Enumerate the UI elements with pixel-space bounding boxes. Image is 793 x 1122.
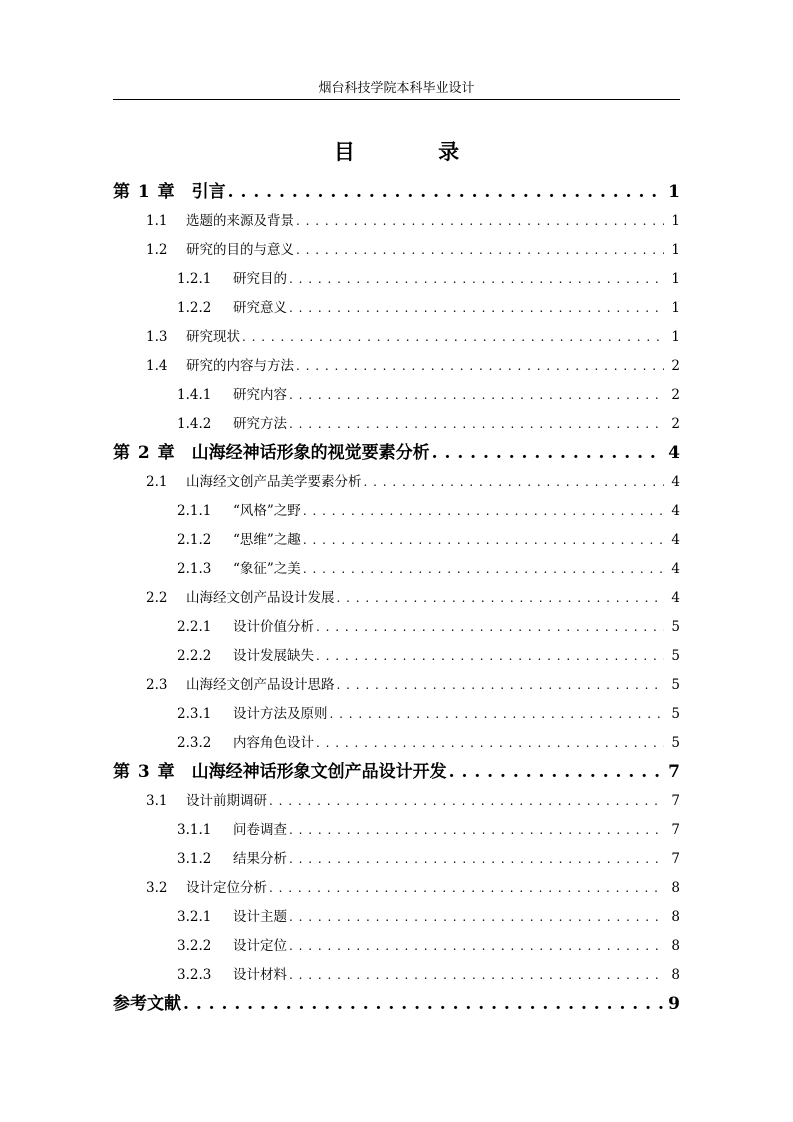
toc-subsection-entry[interactable] bbox=[113, 265, 682, 294]
toc-dot-leader bbox=[316, 642, 664, 671]
toc-page-number: 4 bbox=[671, 590, 680, 606]
toc-page-number: 4 bbox=[668, 443, 680, 463]
toc-entry-number: 2.1.3 bbox=[177, 561, 212, 577]
toc-dot-leader bbox=[289, 410, 664, 439]
toc-subsection-entry[interactable] bbox=[113, 729, 682, 758]
toc-dot-leader bbox=[303, 555, 664, 584]
toc-entry-number: 2.3.2 bbox=[177, 735, 212, 751]
toc-dot-leader bbox=[337, 584, 665, 613]
toc-section-entry[interactable] bbox=[113, 671, 682, 700]
toc-subsection-entry[interactable] bbox=[113, 642, 682, 671]
toc-entry-number: 1.2.2 bbox=[177, 300, 212, 316]
toc-dot-leader bbox=[289, 816, 664, 845]
toc-entry-number: 2.2.1 bbox=[177, 619, 212, 635]
toc-dot-leader bbox=[296, 352, 664, 381]
toc-dot-leader bbox=[432, 439, 664, 468]
toc-subsection-entry[interactable] bbox=[113, 816, 682, 845]
toc-page-number: 1 bbox=[671, 271, 680, 287]
toc-page-number: 4 bbox=[671, 561, 680, 577]
toc-entry-number: 1.4.2 bbox=[177, 416, 212, 432]
toc-entry-number: 1.1 bbox=[146, 213, 168, 229]
toc-dot-leader bbox=[242, 323, 664, 352]
toc-dot-leader bbox=[303, 526, 664, 555]
toc-subsection-entry[interactable] bbox=[113, 555, 682, 584]
toc-subsection-entry[interactable] bbox=[113, 613, 682, 642]
toc-entry-number: 3.1.2 bbox=[177, 851, 212, 867]
toc-page-number: 1 bbox=[668, 182, 680, 202]
toc-entry-number: 3.1 bbox=[146, 793, 168, 809]
toc-subsection-entry[interactable] bbox=[113, 903, 682, 932]
toc-entry-number: 3.2 bbox=[146, 880, 168, 896]
toc-entry-title: 山海经文创产品美学要素分析 bbox=[186, 474, 362, 490]
toc-dot-leader bbox=[269, 874, 664, 903]
toc-subsection-entry[interactable] bbox=[113, 497, 682, 526]
toc-entry-number: 2.1 bbox=[146, 474, 168, 490]
toc-page-number: 4 bbox=[671, 474, 680, 490]
toc-entry-number: 2.2 bbox=[146, 590, 168, 606]
toc-page-number: 1 bbox=[671, 242, 680, 258]
toc-page-number: 2 bbox=[671, 416, 680, 432]
toc-section-entry[interactable] bbox=[113, 352, 682, 381]
toc-dot-leader bbox=[449, 758, 664, 787]
toc-entry-title: 山海经神话形象的视觉要素分析 bbox=[191, 443, 430, 463]
toc-section-entry[interactable] bbox=[113, 874, 682, 903]
toc-entry-title: 选题的来源及背景 bbox=[186, 213, 294, 229]
toc-page-number: 2 bbox=[671, 387, 680, 403]
toc-dot-leader bbox=[296, 236, 664, 265]
toc-entry-number: 2.2.2 bbox=[177, 648, 212, 664]
toc-entry-number: 第 1 章 bbox=[113, 182, 176, 202]
toc-page-number: 4 bbox=[671, 532, 680, 548]
toc-entry-title: 引言 bbox=[191, 182, 226, 202]
header-rule bbox=[113, 99, 680, 100]
toc-entry-title: 设计前期调研 bbox=[186, 793, 267, 809]
toc-section-entry[interactable] bbox=[113, 207, 682, 236]
toc-dot-leader bbox=[296, 207, 664, 236]
toc-page-number: 7 bbox=[671, 822, 680, 838]
toc-entry-title: 研究的目的与意义 bbox=[186, 242, 294, 258]
toc-subsection-entry[interactable] bbox=[113, 845, 682, 874]
toc-subsection-entry[interactable] bbox=[113, 381, 682, 410]
toc-entry-title: 研究的内容与方法 bbox=[186, 358, 294, 374]
table-of-contents bbox=[113, 178, 682, 1019]
toc-subsection-entry[interactable] bbox=[113, 961, 682, 990]
toc-entry-title: 研究目的 bbox=[233, 271, 287, 287]
toc-entry-title: 设计主题 bbox=[233, 909, 287, 925]
toc-section-entry[interactable] bbox=[113, 323, 682, 352]
toc-dot-leader bbox=[289, 845, 664, 874]
toc-entry-title: 山海经文创产品设计思路 bbox=[186, 677, 335, 693]
toc-page-number: 8 bbox=[671, 909, 680, 925]
toc-entry-title: “风格”之野 bbox=[233, 503, 301, 519]
toc-entry-number: 3.2.2 bbox=[177, 938, 212, 954]
toc-chapter-entry[interactable] bbox=[113, 178, 682, 207]
toc-dot-leader bbox=[316, 729, 664, 758]
toc-dot-leader bbox=[337, 671, 665, 700]
toc-page-number: 4 bbox=[671, 503, 680, 519]
toc-page-number: 7 bbox=[671, 793, 680, 809]
toc-entry-number: 2.1.2 bbox=[177, 532, 212, 548]
toc-dot-leader bbox=[289, 294, 664, 323]
toc-entry-title: 结果分析 bbox=[233, 851, 287, 867]
toc-page-number: 8 bbox=[671, 880, 680, 896]
toc-page-number: 5 bbox=[671, 706, 680, 722]
toc-entry-title: 设计定位 bbox=[233, 938, 287, 954]
toc-entry-number: 1.2 bbox=[146, 242, 168, 258]
toc-section-entry[interactable] bbox=[113, 236, 682, 265]
toc-entry-number: 第 2 章 bbox=[113, 443, 176, 463]
toc-entry-number: 1.4 bbox=[146, 358, 168, 374]
toc-chapter-entry[interactable] bbox=[113, 439, 682, 468]
toc-page-number: 8 bbox=[671, 967, 680, 983]
toc-entry-title: 研究意义 bbox=[233, 300, 287, 316]
toc-entry-number: 2.3.1 bbox=[177, 706, 212, 722]
toc-subsection-entry[interactable] bbox=[113, 700, 682, 729]
toc-dot-leader bbox=[289, 961, 664, 990]
toc-dot-leader bbox=[228, 178, 664, 207]
toc-entry-number: 1.3 bbox=[146, 329, 168, 345]
toc-entry-number: 2.1.1 bbox=[177, 503, 212, 519]
toc-page-number: 1 bbox=[671, 329, 680, 345]
toc-entry-title: “象征”之美 bbox=[233, 561, 301, 577]
toc-entry-title: 山海经文创产品设计发展 bbox=[186, 590, 335, 606]
toc-references-entry[interactable] bbox=[113, 990, 682, 1019]
toc-dot-leader bbox=[289, 381, 664, 410]
toc-chapter-entry[interactable] bbox=[113, 758, 682, 787]
toc-page-number: 2 bbox=[671, 358, 680, 374]
toc-dot-leader bbox=[289, 932, 664, 961]
toc-subsection-entry[interactable] bbox=[113, 526, 682, 555]
toc-page-number: 5 bbox=[671, 619, 680, 635]
toc-dot-leader bbox=[330, 700, 665, 729]
toc-entry-title: 研究方法 bbox=[233, 416, 287, 432]
toc-page-number: 7 bbox=[668, 762, 680, 782]
toc-page-number: 1 bbox=[671, 300, 680, 316]
toc-dot-leader bbox=[289, 903, 664, 932]
toc-page-number: 5 bbox=[671, 735, 680, 751]
toc-section-entry[interactable] bbox=[113, 584, 682, 613]
toc-dot-leader bbox=[316, 613, 664, 642]
toc-dot-leader bbox=[269, 787, 664, 816]
toc-page-number: 1 bbox=[671, 213, 680, 229]
toc-subsection-entry[interactable] bbox=[113, 932, 682, 961]
toc-subsection-entry[interactable] bbox=[113, 294, 682, 323]
toc-entry-title: 设计方法及原则 bbox=[233, 706, 328, 722]
toc-entry-number: 1.4.1 bbox=[177, 387, 212, 403]
toc-page-number: 7 bbox=[671, 851, 680, 867]
toc-entry-title: 山海经神话形象文创产品设计开发 bbox=[191, 762, 447, 782]
toc-entry-title: 问卷调查 bbox=[233, 822, 287, 838]
toc-entry-number: 1.2.1 bbox=[177, 271, 212, 287]
toc-entry-title: 设计价值分析 bbox=[233, 619, 314, 635]
toc-entry-number: 第 3 章 bbox=[113, 762, 176, 782]
toc-dot-leader bbox=[364, 468, 665, 497]
toc-entry-number: 2.3 bbox=[146, 677, 168, 693]
toc-entry-title: 设计发展缺失 bbox=[233, 648, 314, 664]
toc-entry-title: 参考文献 bbox=[113, 994, 181, 1014]
toc-entry-number: 3.2.1 bbox=[177, 909, 212, 925]
toc-entry-title: 研究现状 bbox=[186, 329, 240, 345]
toc-section-entry[interactable] bbox=[113, 787, 682, 816]
toc-dot-leader bbox=[183, 990, 664, 1019]
toc-page-number: 5 bbox=[671, 648, 680, 664]
toc-dot-leader bbox=[303, 497, 664, 526]
toc-entry-title: 设计材料 bbox=[233, 967, 287, 983]
toc-entry-title: “思维”之趣 bbox=[233, 532, 301, 548]
toc-page-number: 5 bbox=[671, 677, 680, 693]
toc-entry-number: 3.2.3 bbox=[177, 967, 212, 983]
toc-entry-title: 内容角色设计 bbox=[233, 735, 314, 751]
toc-page-number: 9 bbox=[668, 994, 680, 1014]
toc-dot-leader bbox=[289, 265, 664, 294]
toc-entry-number: 3.1.1 bbox=[177, 822, 212, 838]
toc-subsection-entry[interactable] bbox=[113, 410, 682, 439]
toc-page-number: 8 bbox=[671, 938, 680, 954]
page-header: 烟台科技学院本科毕业设计 bbox=[318, 81, 475, 96]
toc-section-entry[interactable] bbox=[113, 468, 682, 497]
toc-entry-title: 设计定位分析 bbox=[186, 880, 267, 896]
toc-entry-title: 研究内容 bbox=[233, 387, 287, 403]
toc-title: 目 录 bbox=[333, 139, 498, 164]
